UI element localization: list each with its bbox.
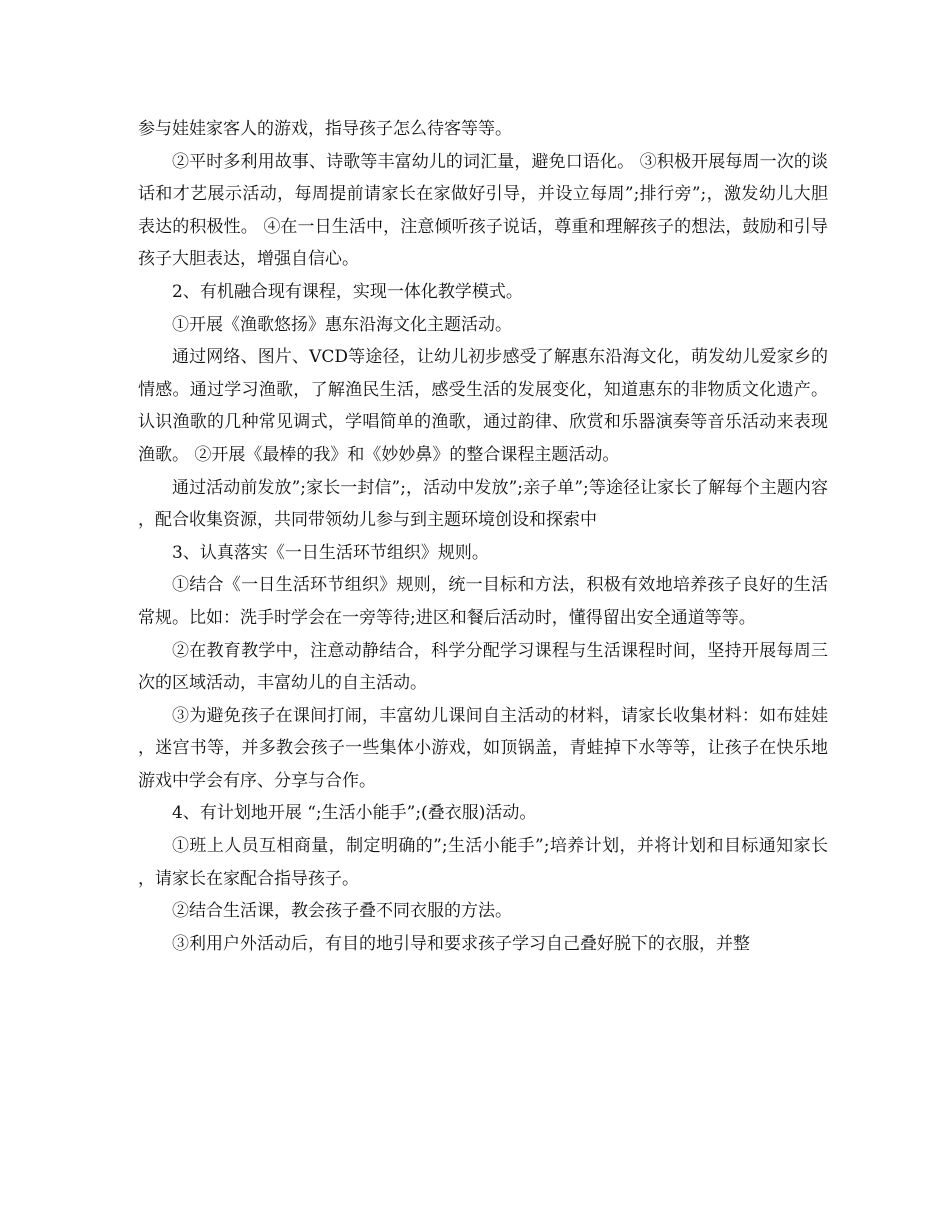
paragraph-folding-methods: ②结合生活课，教会孩子叠不同衣服的方法。 [172,901,512,922]
paragraph-language-measures: ②平时多利用故事、诗歌等丰富幼儿的词汇量，避免口语化。 ③积极开展每周一次的谈话和才艺展示活动，每周提前请家长在家做好引导，并设立每周”;排行旁”;，激发幼儿大胆表达的积极性。 ④在一日生活中，注意倾听孩子说话，尊重和理解孩子的想法，鼓励和引导孩子大胆表达，增强自信心。 [138,151,828,270]
document-body [138,113,828,960]
paragraph-outdoor-folding: ③利用户外活动后，有目的地引导和要求孩子学习自己叠好脱下的衣服，并整 [172,933,750,954]
section-heading-3: 3、认真落实《一日生活环节组织》规则。 [172,542,489,563]
paragraph-training-plan: ①班上人员互相商量，制定明确的”;生活小能手”;培养计划，并将计划和目标通知家长，请家长在家配合指导孩子。 [138,836,828,889]
paragraph-teaching-balance: ②在教育教学中，注意动静结合，科学分配学习课程与生活课程时间，坚持开展每周三次的区域活动，丰富幼儿的自主活动。 [138,640,828,694]
paragraph-coastal-culture: 通过网络、图片、VCD等途径，让幼儿初步感受了解惠东沿海文化，萌发幼儿爱家乡的情感。通过学习渔歌，了解渔民生活，感受生活的发展变化，知道惠东的非物质文化遗产。认识渔歌的几种常见调式，学唱简单的渔歌，通过韵律、欣赏和乐器演奏等音乐活动来表现渔歌。 ②开展《最棒的我》和《妙妙鼻》的整合课程主题活动。 [138,347,828,465]
paragraph-continuation: 参与娃娃家客人的游戏，指导孩子怎么待客等等。 [138,119,512,139]
section-heading-4: 4、有计划地开展 “;生活小能手”;(叠衣服)活动。 [172,803,537,824]
paragraph-daily-routine: ①结合《一日生活环节组织》规则，统一目标和方法，积极有效地培养孩子良好的生活常规。比如：洗手时学会在一旁等待;进区和餐后活动时，懂得留出安全通道等等。 [138,575,828,628]
paragraph-parent-involvement: 通过活动前发放”;家长一封信”;，活动中发放”;亲子单”;等途径让家长了解每个主题内容，配合收集资源，共同带领幼儿参与到主题环境创设和探索中 [138,477,828,531]
paragraph-fishing-song-theme: ①开展《渔歌悠扬》惠东沿海文化主题活动。 [172,314,512,335]
section-heading-2: 2、有机融合现有课程，实现一体化教学模式。 [172,281,523,302]
paragraph-break-activities: ③为避免孩子在课间打闹，丰富幼儿课间自主活动的材料，请家长收集材料：如布娃娃，迷宫书等，并多教会孩子一些集体小游戏，如顶锅盖，青蛙掉下水等等，让孩子在快乐地游戏中学会有序、分享与合作。 [138,705,828,791]
